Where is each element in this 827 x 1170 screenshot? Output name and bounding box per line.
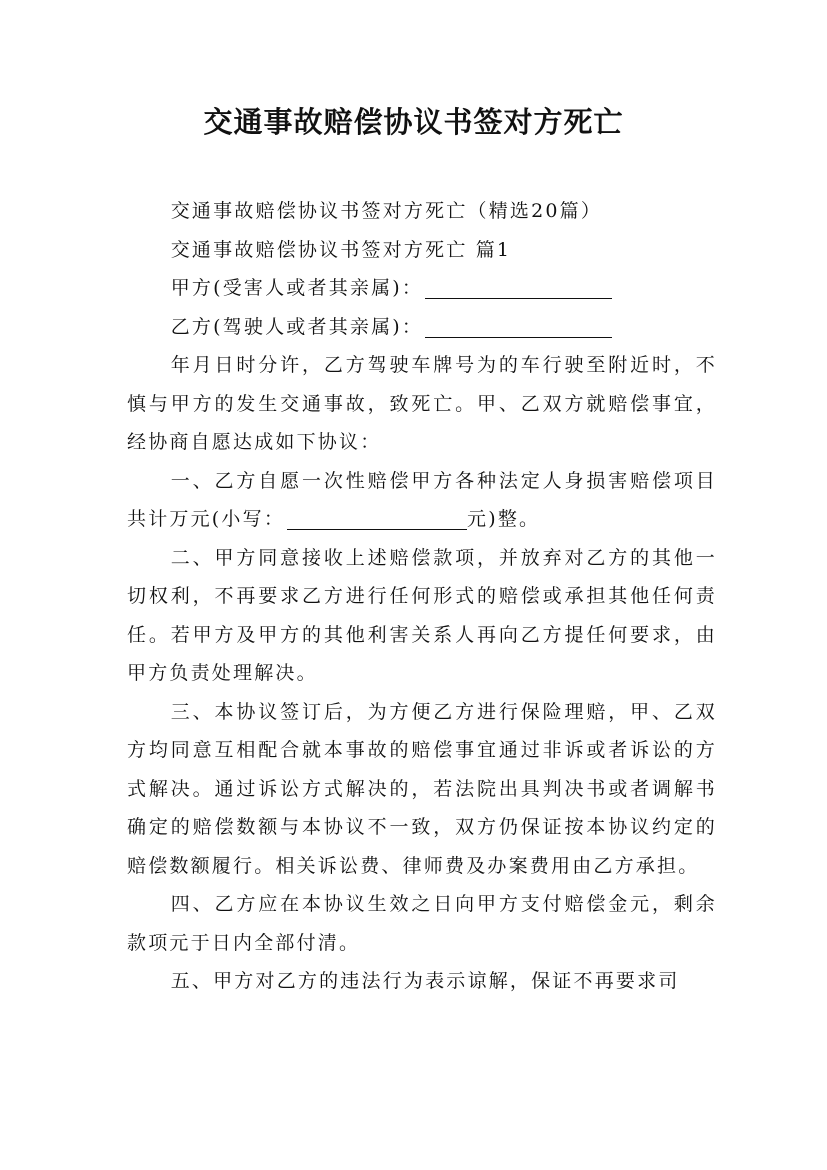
clause-4-paragraph: 四、乙方应在本协议生效之日向甲方支付赔偿金元，剩余款项元于日内全部付清。 [127, 893, 717, 954]
document-body [127, 192, 717, 1001]
part-heading: 交通事故赔偿协议书签对方死亡 篇1 [170, 238, 512, 261]
party-b-label: 乙方(驾驶人或者其亲属)： [170, 315, 424, 338]
amount-blank [287, 509, 467, 530]
party-a-blank [425, 278, 612, 299]
party-a-line [127, 269, 717, 308]
party-b-line [127, 308, 717, 347]
subtitle-line: 交通事故赔偿协议书签对方死亡（精选20篇） [170, 200, 603, 222]
clause-1-text: 一、乙方自愿一次性赔偿甲方各种法定人身损害赔偿项目共计万元(小写： [127, 469, 717, 530]
clause-2-paragraph: 二、甲方同意接收上述赔偿款项，并放弃对乙方的其他一切权利，不再要求乙方进行任何形式的赔偿或承担其他任何责任。若甲方及甲方的其他利害关系人再向乙方提任何要求，由甲方负责处理解决。 [127, 546, 717, 684]
document-title: 交通事故赔偿协议书签对方死亡 [203, 105, 624, 139]
clause-1-end: 元)整。 [467, 508, 541, 530]
party-b-blank [425, 317, 612, 338]
clause-3-paragraph: 三、本协议签订后，为方便乙方进行保险理赔，甲、乙双方均同意互相配合就本事故的赔偿事宜通过非诉或者诉讼的方式解决。通过诉讼方式解决的，若法院出具判决书或者调解书确定的赔偿数额与本协议不一致，双方仍保证按本协议约定的赔偿数额履行。相关诉讼费、律师费及办案费用由乙方承担。 [127, 700, 717, 877]
intro-paragraph: 年月日时分许，乙方驾驶车牌号为的车行驶至附近时，不慎与甲方的发生交通事故，致死亡。甲、乙双方就赔偿事宜，经协商自愿达成如下协议： [127, 354, 717, 453]
clause-1-paragraph [127, 462, 717, 539]
clause-5-paragraph: 五、甲方对乙方的违法行为表示谅解，保证不再要求司 [170, 970, 680, 992]
party-a-label: 甲方(受害人或者其亲属)： [170, 277, 424, 299]
